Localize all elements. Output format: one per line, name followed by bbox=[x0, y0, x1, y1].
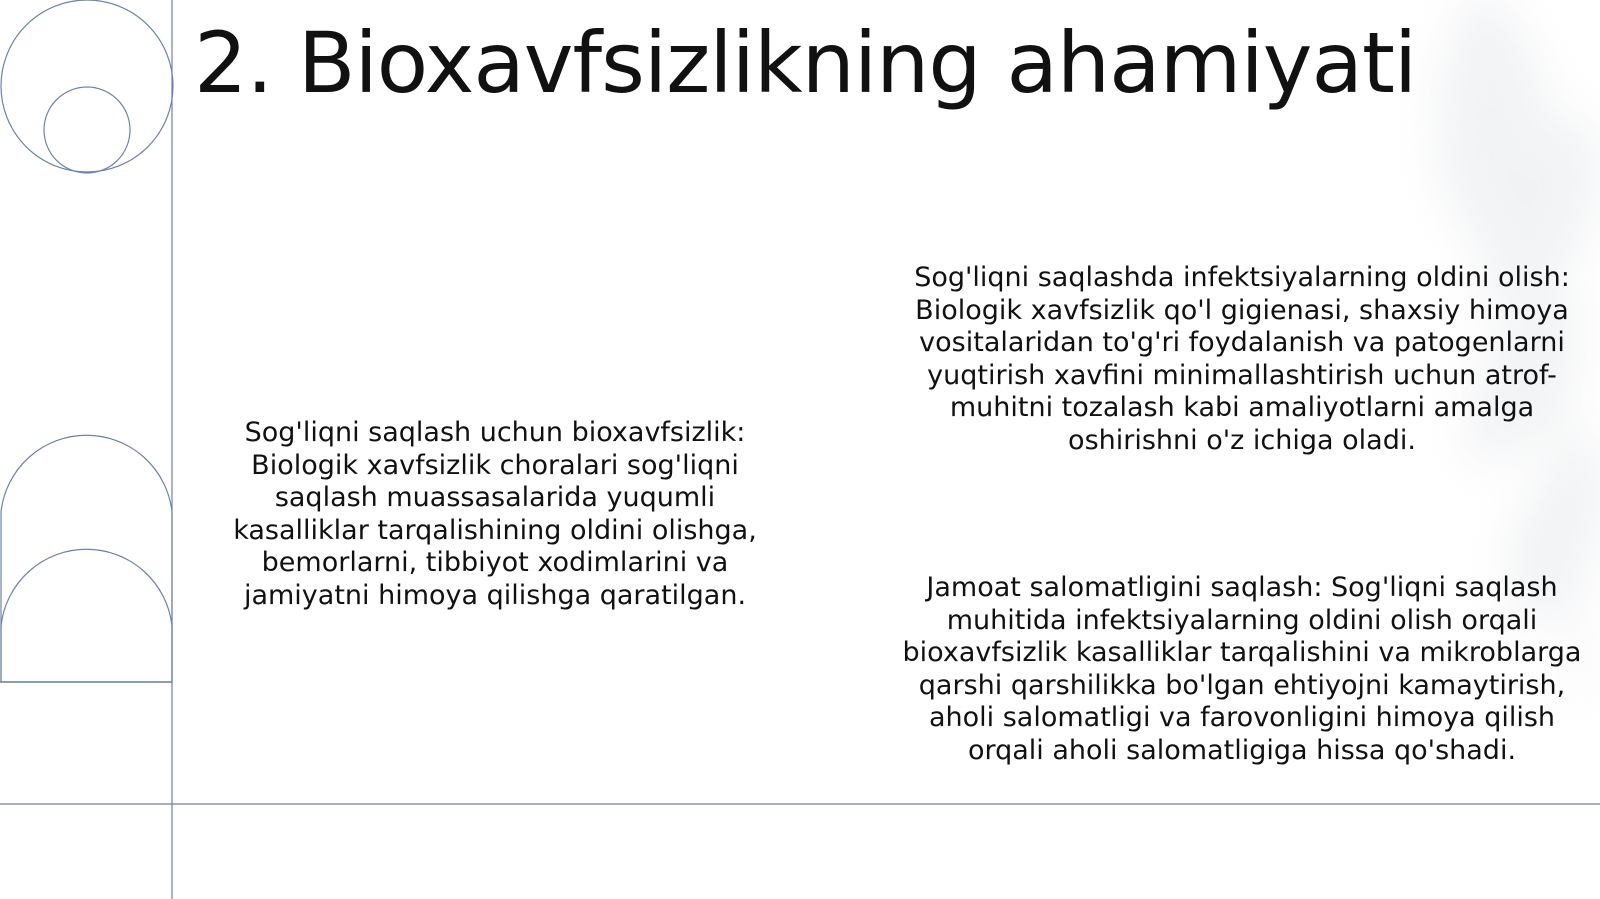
slide-title: 2. Bioxavfsizlikning ahamiyati bbox=[194, 14, 1417, 112]
healthcare-biosafety-text: Sog'liqni saqlash uchun bioxavfsizlik: Biologik xavfsizlik choralari sog'liqni saqlash muassasalarida yuqumli kasalliklar tarqalishining oldini olishga, bemorlarni, tibbiyot xodimlarini va jamiyatni himoya qilishga qaratilgan. bbox=[233, 417, 757, 611]
public-health-text: Jamoat salomatligini saqlash: Sog'liqni saqlash muhitida infektsiyalarning oldini olish orqali bioxavfsizlik kasalliklar tarqalishini va mikroblarga qarshi qarshilikka bo'lgan ehtiyojni kamaytirish, aholi salomatligi va farovonligini himoya qilish orqali aholi salomatligiga hissa qo'shadi. bbox=[902, 572, 1582, 766]
infection-prevention-text: Sog'liqni saqlashda infektsiyalarning oldini olish: Biologik xavfsizlik qo'l gigienasi, shaxsiy himoya vositalaridan to'g'ri foydalanish va patogenlarni yuqtirish xavfini minimallashtirish uchun atrof-muhitni tozalash kabi amaliyotlarni amalga oshirishni o'z ichiga oladi. bbox=[914, 262, 1570, 456]
